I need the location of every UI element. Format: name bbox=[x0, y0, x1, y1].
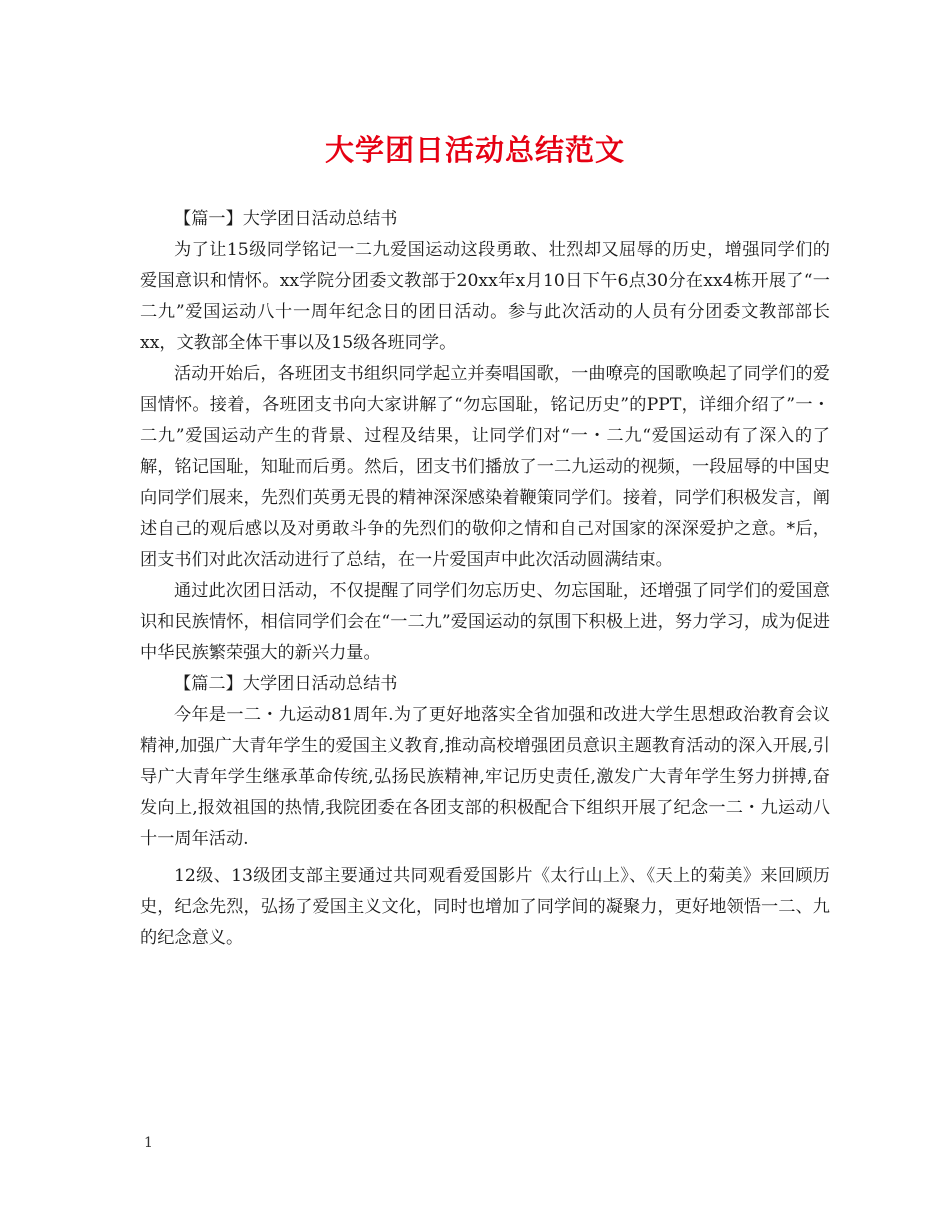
paragraph: 通过此次团日活动，不仅提醒了同学们勿忘历史、勿忘国耻，还增强了同学们的爱国意识和民族情怀，相信同学们会在“一二九”爱国运动的氛围下积极上进，努力学习，成为促进中华民族繁荣强大的新兴力量。 bbox=[140, 581, 830, 663]
paragraph: 为了让15级同学铭记一二九爱国运动这段勇敢、壮烈却又屈辱的历史，增强同学们的爱国意识和情怀。xx学院分团委文教部于20xx年x月10日下午6点30分在xx4栋开展了“一二九”爱国运动八十一周年纪念日的团日活动。参与此次活动的人员有分团委文教部部长xx，文教部全体干事以及15级各班同学。 bbox=[140, 240, 830, 353]
section-heading-1: 【篇一】大学团日活动总结书 bbox=[174, 209, 398, 229]
paragraph: 12级、13级团支部主要通过共同观看爱国影片《太行山上》、《天上的菊美》来回顾历史，纪念先烈，弘扬了爱国主义文化，同时也增加了同学间的凝聚力，更好地领悟一二、九的纪念意义。 bbox=[140, 866, 830, 948]
page-number: 1 bbox=[144, 1135, 153, 1151]
paragraph: 今年是一二・九运动81周年.为了更好地落实全省加强和改进大学生思想政治教育会议精神,加强广大青年学生的爱国主义教育,推动高校增强团员意识主题教育活动的深入开展,引导广大青年学生继承革命传统,弘扬民族精神,牢记历史责任,激发广大青年学生努力拼搏,奋发向上,报效祖国的热情,我院团委在各团支部的积极配合下组织开展了纪念一二・九运动八十一周年活动. bbox=[140, 705, 830, 849]
document-title: 大学团日活动总结范文 bbox=[324, 133, 625, 167]
section-heading-2: 【篇二】大学团日活动总结书 bbox=[174, 674, 398, 694]
document-body bbox=[140, 204, 830, 954]
paragraph: 活动开始后，各班团支书组织同学起立并奏唱国歌，一曲嘹亮的国歌唤起了同学们的爱国情怀。接着，各班团支书向大家讲解了“勿忘国耻，铭记历史”的PPT，详细介绍了”一・二九”爱国运动产生的背景、过程及结果，让同学们对“一・二九“爱国运动有了深入的了解，铭记国耻，知耻而后勇。然后，团支书们播放了一二九运动的视频，一段屈辱的中国史向同学们展来，先烈们英勇无畏的精神深深感染着鞭策同学们。接着，同学们积极发言，阐述自己的观后感以及对勇敢斗争的先烈们的敬仰之情和自己对国家的深深爱护之意。*后，团支书们对此次活动进行了总结，在一片爱国声中此次活动圆满结束。 bbox=[140, 364, 830, 570]
